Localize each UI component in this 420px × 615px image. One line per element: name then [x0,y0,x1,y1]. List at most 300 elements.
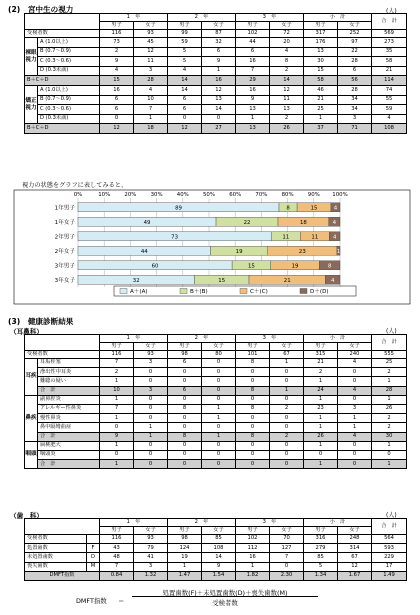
data-label: 4 [332,234,337,241]
row-label: B＋C＋D [25,76,100,86]
value-cell: 1 [372,441,407,450]
value-cell: 74 [372,85,407,95]
vision-table [24,13,407,134]
value-cell: 34 [338,105,372,115]
value-cell: 26 [270,124,304,134]
value-cell: 555 [372,351,407,359]
value-cell: 0 [134,404,168,413]
value-cell: 25 [372,359,407,368]
value-cell: 0 [338,450,372,459]
value-cell: 13 [304,47,338,57]
value-cell: 27 [202,124,236,134]
value-cell: 1 [134,432,168,441]
value-cell: 240 [338,351,372,359]
value-cell: 7 [100,404,134,413]
value-cell: 0 [134,368,168,377]
x-tick-label: 60% [229,192,242,198]
value-cell: 13 [236,124,270,134]
value-cell: 564 [372,535,407,544]
value-cell: 1 [202,414,236,423]
value-cell: 9 [100,432,134,441]
value-cell: 0 [270,377,304,386]
value-cell: 4 [338,386,372,395]
value-cell: 18 [134,124,168,134]
x-tick-label: 80% [281,192,294,198]
value-cell: 59 [372,105,407,115]
header-boy: 男子 [168,527,202,535]
data-label: 21 [283,277,291,284]
value-cell: 4 [372,114,407,124]
value-cell: 80 [202,351,236,359]
data-label: 89 [175,205,182,212]
value-cell: 0 [304,450,338,459]
row-label: アレルギー性鼻炎 [38,404,100,413]
table-row [25,553,407,562]
table-row [25,460,407,469]
row-label: B＋C＋D [25,124,100,134]
section-title-checkup: (3) 健康診断結果 [8,317,74,326]
value-cell: 11 [270,95,304,105]
legend-swatch [240,289,247,294]
value-cell: 273 [372,38,407,48]
row-label: 未処置歯数 [25,553,87,562]
value-cell: 8 [168,404,202,413]
legend-swatch [300,289,307,294]
value-cell: 17 [372,562,407,571]
value-cell: 93 [134,535,168,544]
value-cell: 6 [236,47,270,57]
value-cell: 2 [372,368,407,377]
unit-label: (人) [386,512,397,519]
value-cell: 0 [236,395,270,404]
row-label: 副鼻腔炎 [38,395,100,404]
value-cell: 56 [338,76,372,86]
data-label: 8 [286,205,290,212]
category-label: 2年男子 [54,234,75,241]
row-symbol: D [87,553,100,562]
x-tick-label: 40% [176,192,189,198]
value-cell: 0 [270,395,304,404]
value-cell: 14 [168,85,202,95]
value-cell: 0 [270,450,304,459]
value-cell: 0 [134,450,168,459]
value-cell: 43 [100,544,134,553]
value-cell: 1 [270,359,304,368]
value-cell: 2 [270,66,304,76]
ent-table [24,334,407,469]
value-cell: 9 [100,57,134,67]
header-grade1: 1 年 [100,335,168,343]
value-cell: 14 [202,105,236,115]
value-cell: 6 [168,95,202,105]
category-label: 3年男子 [54,263,75,270]
value-cell: 6 [338,66,372,76]
header-girl: 女子 [270,527,304,535]
value-cell: 35 [372,47,407,57]
value-cell: 7 [270,553,304,562]
formula-numerator: 処置歯数(F)＋未処置歯数(D)＋喪失歯数(M) [162,589,288,597]
header-grade2: 2 年 [168,14,236,22]
value-cell: 0 [202,423,236,432]
value-cell: 116 [100,535,134,544]
value-cell: 0 [270,423,304,432]
value-cell: 0 [202,441,236,450]
value-cell: 7 [236,66,270,76]
value-cell: 102 [236,535,270,544]
value-cell: 85 [202,535,236,544]
value-cell: 7 [100,562,134,571]
value-cell: 73 [100,38,134,48]
value-cell: 14 [202,553,236,562]
value-cell: 58 [372,57,407,67]
dental-subtitle: （歯 科） [10,512,43,520]
value-cell: 9 [236,95,270,105]
header-boy: 男子 [304,527,338,535]
value-cell: 79 [134,544,168,553]
header-girl: 女子 [202,22,236,30]
value-cell: 0 [372,450,407,459]
value-cell: 93 [134,30,168,38]
value-cell: 0 [168,414,202,423]
table-row [25,450,407,459]
data-label: 19 [235,248,243,255]
data-label: 4 [332,219,337,226]
value-cell: 5 [168,47,202,57]
value-cell: 4 [270,47,304,57]
value-cell: 59 [168,38,202,48]
header-girl: 女子 [134,22,168,30]
exam-row [25,30,407,38]
value-cell: 29 [236,76,270,86]
value-cell: 101 [236,351,270,359]
value-cell: 0 [270,460,304,469]
value-cell: 2 [372,423,407,432]
category-label: 2年女子 [54,248,75,255]
x-tick-label: 70% [255,192,268,198]
value-cell: 26 [372,404,407,413]
value-cell: 4 [168,66,202,76]
value-cell: 30 [372,432,407,441]
value-cell: 12 [202,85,236,95]
row-label: B (0.7～0.9) [38,47,100,57]
value-cell: 0 [270,441,304,450]
value-cell: 0 [100,114,134,124]
value-cell: 1 [100,441,134,450]
value-cell: 10 [134,95,168,105]
value-cell: 1 [338,423,372,432]
header-boy: 男子 [100,527,134,535]
table-row [25,38,407,48]
value-cell: 2 [100,47,134,57]
value-cell: 0 [100,423,134,432]
row-label: A (1.0以上) [38,38,100,48]
value-cell: 21 [304,95,338,105]
value-cell: 21 [304,359,338,368]
value-cell: 1 [202,404,236,413]
value-cell: 3 [134,66,168,76]
row-label: 受検者数 [25,535,87,544]
header-grade3: 3 年 [236,519,304,527]
value-cell: 87 [202,30,236,38]
category-label: 3年女子 [54,277,75,284]
chart-intro: 視力の状態をグラフに表してみると、 [22,182,128,189]
value-cell: 112 [236,544,270,553]
value-cell: 1 [270,386,304,395]
row-symbol: F [87,544,100,553]
table-row [25,359,407,368]
value-cell: 21 [372,66,407,76]
value-cell: 28 [134,76,168,86]
value-cell: 0 [202,450,236,459]
x-tick-label: 30% [150,192,163,198]
value-cell: 1 [372,377,407,386]
value-cell: 124 [168,544,202,553]
value-cell: 0 [338,441,372,450]
value-cell: 23 [304,404,338,413]
value-cell: 8 [236,359,270,368]
value-cell: 1.47 [168,571,202,580]
data-label: 44 [140,248,148,255]
value-cell: 8 [236,432,270,441]
value-cell: 0 [100,450,134,459]
section-title-vision: (2) 宮中生の視力 [8,5,74,14]
value-cell: 252 [338,30,372,38]
value-cell: 13 [202,95,236,105]
value-cell: 2 [372,414,407,423]
value-cell: 0 [202,114,236,124]
row-label: 難聴の疑い [38,377,100,386]
table-row [25,571,407,580]
value-cell: 32 [202,38,236,48]
value-cell: 7 [134,105,168,115]
header-total: 合 計 [372,14,407,30]
value-cell: 1 [236,562,270,571]
value-cell: 85 [304,553,338,562]
value-cell: 1 [100,414,134,423]
value-cell: 8 [236,386,270,395]
table-row [25,57,407,67]
group-label: 咽頭 [25,441,38,469]
header-boy: 男子 [304,343,338,351]
value-cell: 67 [270,351,304,359]
value-cell: 0 [168,450,202,459]
data-label: 15 [310,205,318,212]
legend-label: B＋(B) [190,289,208,295]
header-blank [25,519,100,535]
value-cell: 6 [168,105,202,115]
row-label: A (1.0以上) [38,85,100,95]
value-cell: 34 [338,95,372,105]
value-cell: 6 [202,47,236,57]
value-cell: 0 [202,359,236,368]
value-cell: 5 [304,562,338,571]
header-grade3: 3 年 [236,14,304,22]
header-total: 合 計 [372,519,407,535]
value-cell: 9 [202,562,236,571]
header-total: 合 計 [372,335,407,351]
value-cell: 102 [236,30,270,38]
header-girl: 女子 [134,527,168,535]
data-label: 49 [143,219,151,226]
value-cell: 9 [202,57,236,67]
row-label: 鼻中隔彎曲症 [38,423,100,432]
header-boy: 男子 [168,343,202,351]
value-cell: 0 [236,377,270,386]
header-blank [25,335,100,351]
value-cell: 1 [168,562,202,571]
value-cell: 315 [304,351,338,359]
table-row [25,95,407,105]
value-cell: 0 [236,441,270,450]
value-cell: 1 [304,460,338,469]
value-cell: 0 [338,395,372,404]
value-cell: 2 [100,368,134,377]
table-row [25,544,407,553]
value-cell: 1 [236,114,270,124]
value-cell: 1 [100,395,134,404]
value-cell: 16 [236,553,270,562]
value-cell: 108 [372,124,407,134]
group-label: 鼻疾 [25,395,38,441]
value-cell: 2 [270,432,304,441]
value-cell: 1 [134,114,168,124]
value-cell: 13 [270,105,304,115]
value-cell: 13 [236,105,270,115]
value-cell: 0 [202,386,236,395]
value-cell: 0 [134,460,168,469]
value-cell: 114 [372,76,407,86]
vision-chart [0,188,420,306]
data-label: 4 [331,277,335,284]
value-cell: 28 [372,386,407,395]
value-cell: 6 [100,105,134,115]
header-boy: 男子 [236,527,270,535]
value-cell: 279 [304,544,338,553]
value-cell: 4 [338,359,372,368]
value-cell: 98 [168,351,202,359]
header-girl: 女子 [338,527,372,535]
value-cell: 3 [134,562,168,571]
value-cell: 0 [134,441,168,450]
value-cell: 1 [304,114,338,124]
unit-label: (人) [386,8,397,15]
ent-subtitle: （耳鼻科） [10,328,43,336]
value-cell: 593 [372,544,407,553]
header-girl: 女子 [134,343,168,351]
data-label: 15 [218,277,226,284]
header-boy: 男子 [168,22,202,30]
exam-label: 受検者数 [25,351,100,359]
row-label: D (0.3未満) [38,114,100,124]
value-cell: 0 [236,423,270,432]
table-row [25,441,407,450]
unit-label: (人) [386,328,397,335]
value-cell: 28 [338,57,372,67]
value-cell: 1 [372,460,407,469]
legend-label: C＋(C) [250,289,268,295]
value-cell: 0 [168,395,202,404]
row-label: C (0.3～0.6) [38,105,100,115]
table-row [25,423,407,432]
value-cell: 6 [100,95,134,105]
value-cell: 1 [304,441,338,450]
value-cell: 46 [304,85,338,95]
value-cell: 316 [304,535,338,544]
table-row [25,114,407,124]
value-cell: 1 [202,432,236,441]
value-cell: 16 [236,57,270,67]
value-cell: 93 [134,351,168,359]
legend-swatch [180,289,187,294]
value-cell: 116 [100,30,134,38]
value-cell: 45 [134,38,168,48]
table-row [25,395,407,404]
header-girl: 女子 [202,343,236,351]
row-symbol: M [87,562,100,571]
value-cell: 1 [100,460,134,469]
value-cell: 2 [304,368,338,377]
header-girl: 女子 [338,343,372,351]
exam-row [25,351,407,359]
value-cell: 0 [168,377,202,386]
value-cell: 22 [338,47,372,57]
value-cell: 176 [304,38,338,48]
exam-label: 受検者数 [25,30,100,38]
value-cell: 55 [372,95,407,105]
header-boy: 男子 [236,22,270,30]
value-cell: 1 [338,414,372,423]
value-cell: 0 [134,377,168,386]
x-tick-label: 20% [124,192,137,198]
value-cell: 0.84 [100,571,134,580]
table-row [25,535,407,544]
formula-denominator: 受検者数 [212,599,238,607]
data-label: 18 [299,219,307,226]
legend-label: A＋(A) [130,289,148,295]
header-grade2: 2 年 [168,519,236,527]
value-cell: 12 [134,47,168,57]
table-row [25,414,407,423]
table-row [25,368,407,377]
group-label: 耳疾 [25,359,38,396]
table-row [25,124,407,134]
row-symbol [87,535,100,544]
value-cell: 1.82 [236,571,270,580]
row-label: 咽頭炎 [38,450,100,459]
value-cell: 1 [304,414,338,423]
value-cell: 3 [134,386,168,395]
header-grade1: 1 年 [100,14,168,22]
value-cell: 15 [100,76,134,86]
table-row [25,47,407,57]
x-tick-label: 10% [98,192,111,198]
row-label: C (0.3～0.6) [38,57,100,67]
value-cell: 0 [236,368,270,377]
value-cell: 2 [270,114,304,124]
value-cell: 1.54 [202,571,236,580]
value-cell: 7 [100,359,134,368]
value-cell: 12 [100,124,134,134]
table-row [25,404,407,413]
value-cell: 1 [100,377,134,386]
value-cell: 99 [168,30,202,38]
value-cell: 41 [134,553,168,562]
value-cell: 3 [338,404,372,413]
row-label: 耳垢栓塞 [38,359,100,368]
row-label: 合 計 [38,460,100,469]
data-label: 1 [336,248,341,255]
x-tick-label: 100% [332,192,348,198]
